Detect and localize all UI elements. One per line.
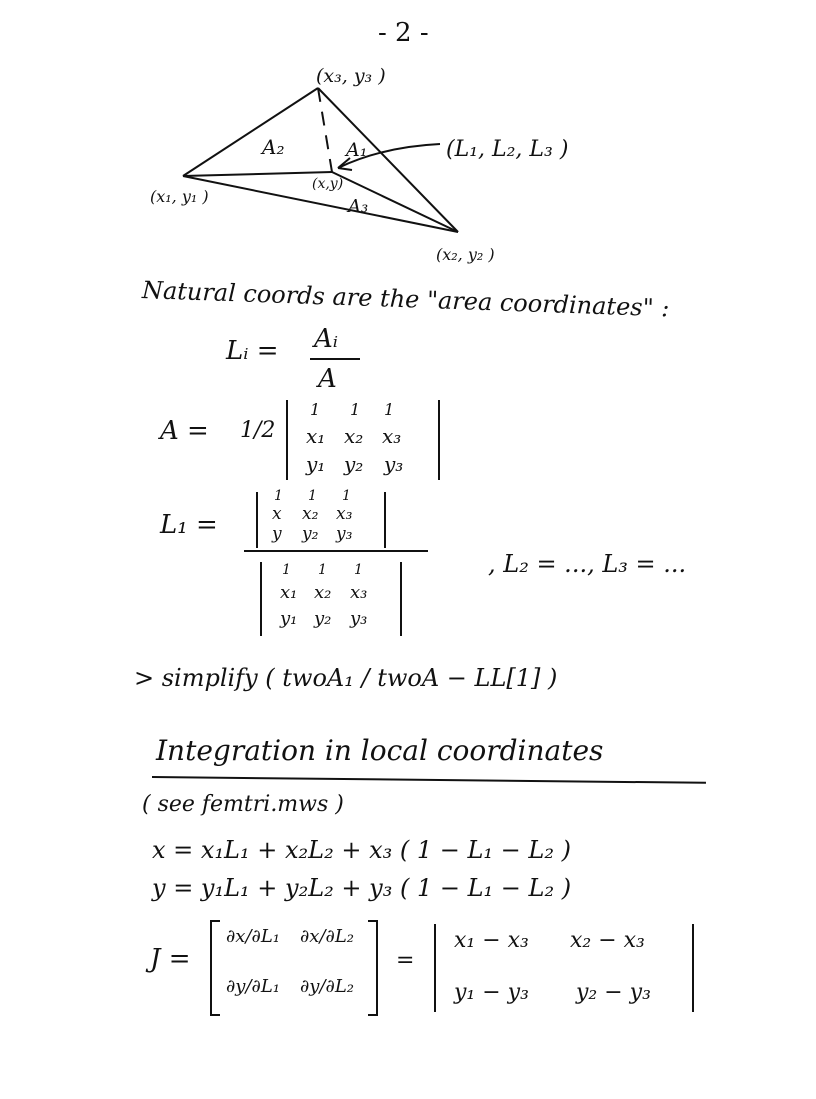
jacobian-cell: ∂y/∂L₁ xyxy=(226,976,281,997)
jacobian-partials-matrix xyxy=(210,920,378,1016)
det-cell: x₁ xyxy=(306,424,326,448)
page-number: - 2 - xyxy=(378,18,429,48)
jacobian-cell: y₁ − y₃ xyxy=(454,980,529,1005)
det-cell: x₂ xyxy=(344,424,364,448)
jacobian-result-matrix xyxy=(434,924,694,1012)
section-title: Integration in local coordinates xyxy=(156,734,604,767)
det-cell: y₂ xyxy=(314,608,332,629)
jacobian-cell: ∂x/∂L₁ xyxy=(226,926,280,947)
det-cell: y₃ xyxy=(336,524,353,544)
det-cell: x₃ xyxy=(336,504,353,524)
simplify-command: > simplify ( twoA₁ / twoA − LL[1] ) xyxy=(134,664,558,692)
l1-fraction-bar xyxy=(244,550,428,552)
l1-numerator-determinant xyxy=(256,488,386,548)
li-fraction-bar xyxy=(310,358,360,360)
det-cell: x xyxy=(272,504,282,524)
see-note: ( see femtri.mws ) xyxy=(142,792,344,817)
jacobian-equals: = xyxy=(396,948,415,973)
det-cell: x₃ xyxy=(350,582,368,603)
jacobian-lhs: J = xyxy=(150,944,191,974)
natural-coords-label: (L₁, L₂, L₃ ) xyxy=(446,137,569,162)
area-a3-label: A₃ xyxy=(348,196,369,217)
det-cell: 1 xyxy=(384,400,395,419)
jacobian-cell: ∂y/∂L₂ xyxy=(300,976,355,997)
l2-l3-ellipsis: , L₂ = ..., L₃ = ... xyxy=(488,550,687,578)
det-cell: 1 xyxy=(310,400,321,419)
jacobian-cell: x₁ − x₃ xyxy=(454,928,529,953)
interior-point-label: (x,y) xyxy=(312,176,344,192)
det-cell: 1 xyxy=(318,562,327,578)
a-definition-lhs: A = xyxy=(160,416,209,446)
area-determinant xyxy=(286,400,440,480)
det-cell: 1 xyxy=(308,488,317,504)
det-cell: y₁ xyxy=(280,608,298,629)
jacobian-cell: y₂ − y₃ xyxy=(576,980,651,1005)
det-cell: x₂ xyxy=(302,504,319,524)
det-cell: y xyxy=(272,524,282,544)
det-cell: y₂ xyxy=(344,452,364,476)
det-cell: 1 xyxy=(342,488,351,504)
li-definition-lhs: Lᵢ = xyxy=(226,336,279,366)
l1-denominator-determinant xyxy=(260,562,402,636)
a-definition-half: 1/2 xyxy=(240,418,276,443)
det-cell: x₁ xyxy=(280,582,298,603)
det-cell: y₁ xyxy=(306,452,326,476)
det-cell: x₂ xyxy=(314,582,332,603)
natural-coords-text: Natural coords are the "area coordinates" : xyxy=(141,276,670,323)
det-cell: y₃ xyxy=(350,608,368,629)
det-cell: 1 xyxy=(354,562,363,578)
x-equation: x = x₁L₁ + x₂L₂ + x₃ ( 1 − L₁ − L₂ ) xyxy=(152,836,571,864)
triangle-diagram xyxy=(0,0,816,280)
section-title-underline xyxy=(152,776,706,784)
det-cell: 1 xyxy=(274,488,283,504)
li-definition-num: Aᵢ xyxy=(314,324,339,354)
det-cell: 1 xyxy=(282,562,291,578)
jacobian-cell: x₂ − x₃ xyxy=(570,928,645,953)
vertex-1-label: (x₁, y₁ ) xyxy=(150,187,209,206)
det-cell: y₃ xyxy=(384,452,404,476)
y-equation: y = y₁L₁ + y₂L₂ + y₃ ( 1 − L₁ − L₂ ) xyxy=(152,874,572,902)
area-a2-label: A₂ xyxy=(262,135,285,159)
det-cell: y₂ xyxy=(302,524,319,544)
jacobian-cell: ∂x/∂L₂ xyxy=(300,926,354,947)
vertex-3-label: (x₃, y₃ ) xyxy=(316,65,386,87)
vertex-2-label: (x₂, y₂ ) xyxy=(436,245,495,264)
l1-definition-lhs: L₁ = xyxy=(160,510,218,540)
det-cell: 1 xyxy=(350,400,361,419)
det-cell: x₃ xyxy=(382,424,402,448)
area-a1-label: A₁ xyxy=(346,139,368,161)
li-definition-den: A xyxy=(318,364,337,394)
